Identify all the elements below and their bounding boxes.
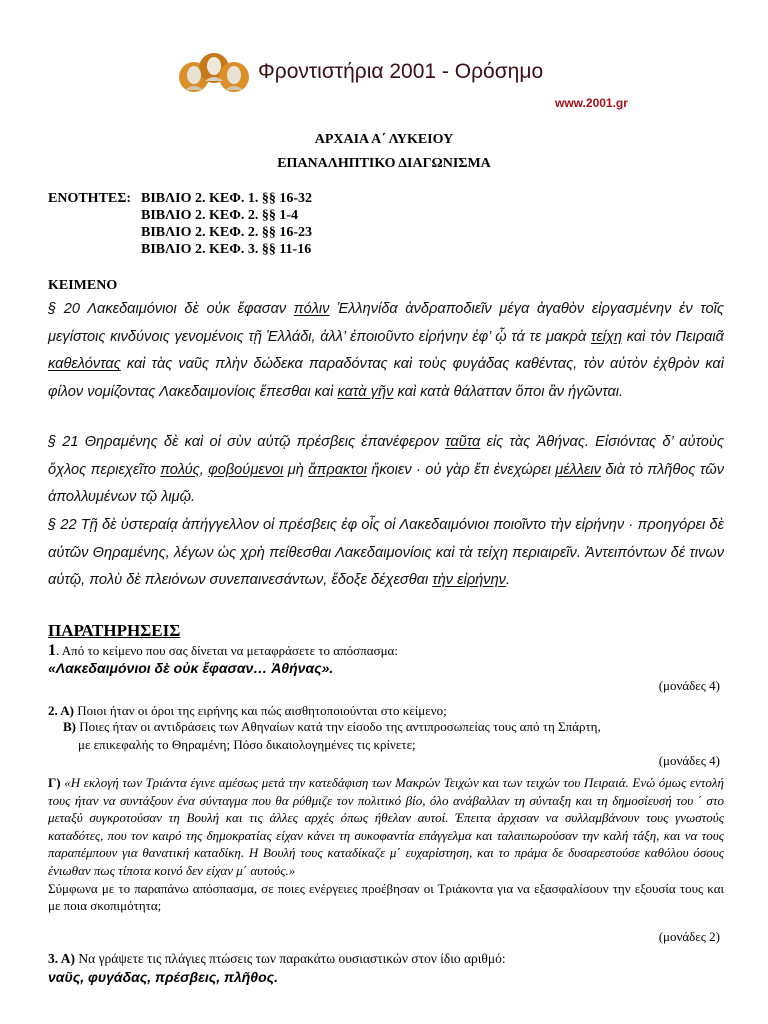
- website-url[interactable]: www.2001.gr: [555, 96, 628, 110]
- question-2-marks: (μονάδες 4): [658, 753, 720, 768]
- brand-name: Φροντιστήρια 2001 - Ορόσημο: [258, 60, 544, 83]
- paragraph-20: § 20 Λακεδαιμόνιοι δὲ οὐκ ἔφασαν πόλιν Ἑλληνίδα ἀνδραποδιεῖν μέγα ἀγαθὸν εἰργασμένην ἐν τοῖς μεγίστοις κινδύνοις γενομένοις τῇ Ἑλλάδι, ἀλλ’ ἐποιοῦντο εἰρήνην ἐφ’ ᾧ τά τε μακρὰ τείχη καὶ τὸν Πειραιᾶ καθελόντας καὶ τὰς ναῦς πλὴν δώδεκα παραδόντας καὶ τοὺς φυγάδας καθέντας, τὸν αὐτὸν ἐχθρὸν καὶ φίλον νομίζοντας Λακεδαιμονίοις ἕπεσθαι καὶ κατὰ γῆν καὶ κατὰ θάλατταν ὅποι ἂν ἡγῶνται.: [48, 301, 725, 400]
- units-label: ΕΝΟΤΗΤΕΣ:: [48, 191, 132, 206]
- question-1: 1. Από το κείμενο που σας δίνεται να μεταφράσετε το απόσπασμα:: [48, 642, 398, 659]
- question-2b: Β) Ποιες ήταν οι αντιδράσεις των Αθηναίων κατά την είσοδο της αντιπροσωπείας τους από τη Σπάρτη,: [63, 719, 601, 734]
- unit-item: ΒΙΒΛΙΟ 2. ΚΕΦ. 2. §§ 1-4: [141, 208, 298, 223]
- question-2b-cont: με επικεφαλής το Θηραμένη; Πόσο δικαιολογημένες τις κρίνετε;: [78, 737, 416, 752]
- question-2a: 2. Α) Ποιοι ήταν οι όροι της ειρήνης και πώς αισθητοποιούνται στο κείμενο;: [48, 703, 447, 718]
- exam-type-title: ΕΠΑΝΑΛΗΠΤΙΚΟ ΔΙΑΓΩΝΙΣΜΑ: [277, 156, 491, 171]
- exam-subject-title: ΑΡΧΑΙΑ Α΄ ΛΥΚΕΙΟΥ: [314, 132, 454, 147]
- paragraph-21: § 21 Θηραμένης δὲ καὶ οἱ σὺν αὐτῷ πρέσβεις ἐπανέφερον ταῦτα εἰς τὰς Ἀθήνας. Εἰσιόντας δ’ αὐτοὺς ὄχλος περιεχεῖτο πολύς, φοβούμενοι μὴ ἄπρακτοι ἥκοιεν · οὐ γὰρ ἔτι ἐνεχώρει μέλλειν διὰ τὸ πλῆθος τῶν ἀπολλυμένων τῷ λιμῷ.: [48, 434, 725, 506]
- question-1-marks: (μονάδες 4): [658, 678, 720, 693]
- unit-item: ΒΙΒΛΙΟ 2. ΚΕΦ. 3. §§ 11-16: [141, 242, 312, 257]
- observations-heading: ΠΑΡΑΤΗΡΗΣΕΙΣ: [48, 621, 181, 640]
- question-3a: 3. Α) Να γράψετε τις πλάγιες πτώσεις των παρακάτω ουσιαστικών στον ίδιο αριθμό:: [48, 951, 506, 966]
- logo-busts-icon: [172, 48, 256, 98]
- unit-item: ΒΙΒΛΙΟ 2. ΚΕΦ. 2. §§ 16-23: [141, 225, 312, 240]
- paragraph-22: § 22 Τῇ δὲ ὑστεραίᾳ ἀπήγγελλον οἱ πρέσβεις ἐφ οἷς οἱ Λακεδαιμόνιοι ποιοῖντο τὴν εἰρήνην · προηγόρει δὲ αὐτῶν Θηραμένης, λέγων ὡς χρὴ πείθεσθαι Λακεδαιμονίοις καὶ τὰ τείχη περιαιρεῖν. Ἀντειπόντων δέ τινων αὐτῷ, πολὺ δὲ πλειόνων συνεπαινεσάντων, ἔδοξε δέχεσθαι τὴν εἰρήνην.: [48, 517, 724, 589]
- question-2g-marks: (μονάδες 2): [658, 929, 720, 944]
- question-1-excerpt: «Λακεδαιμόνιοι δὲ οὐκ ἔφασαν… Ἀθήνας».: [48, 660, 334, 676]
- question-2g: Γ) «Η εκλογή των Τριάντα έγινε αμέσως μετά την κατεδάφιση των Μακρών Τειχών και των τειχών του Πειραιά. Ενώ όμως εντολή τους ήταν να συντάξουν ένα σύνταγμα που θα ρύθμιζε τον πολιτικό βίο, όλο ανάβαλλαν τη σύνταξη και τη δημοσίευσή του ΄ στο μεταξύ συγκροτούσαν τη Βουλή και τις άλλες αρχές όπως ήθελαν αυτοί. Έπειτα άρχισαν να συλλαμβάνουν τους γνωστούς καταδότες, που τον καιρό της δημοκρατίας είχαν κάνει τη συκοφαντία επάγγελμα και ταλαιπωρούσαν την καλή τάξη, και να τους παραπέμπουν για θανατική καταδίκη. Η Βουλή τους καταδίκαζε μ΄ ευχαρίστηση, και το πράμα δε δυσαρεστούσε καθόλου όσους ένιωθαν πως τίποτα κοινό δεν είχαν μ΄ αυτούς.» Σύμφωνα με το παραπάνω απόσπασμα, σε ποιες ενέργειες προέβησαν οι Τριάκοντα για να εξασφαλίσουν την εξουσία τους και με ποια σκοπιμότητα;: [48, 775, 724, 914]
- text-heading: ΚΕΙΜΕΝΟ: [48, 278, 118, 293]
- question-3-words: ναῦς, φυγάδας, πρέσβεις, πλῆθος.: [48, 969, 278, 985]
- unit-item: ΒΙΒΛΙΟ 2. ΚΕΦ. 1. §§ 16-32: [141, 191, 312, 206]
